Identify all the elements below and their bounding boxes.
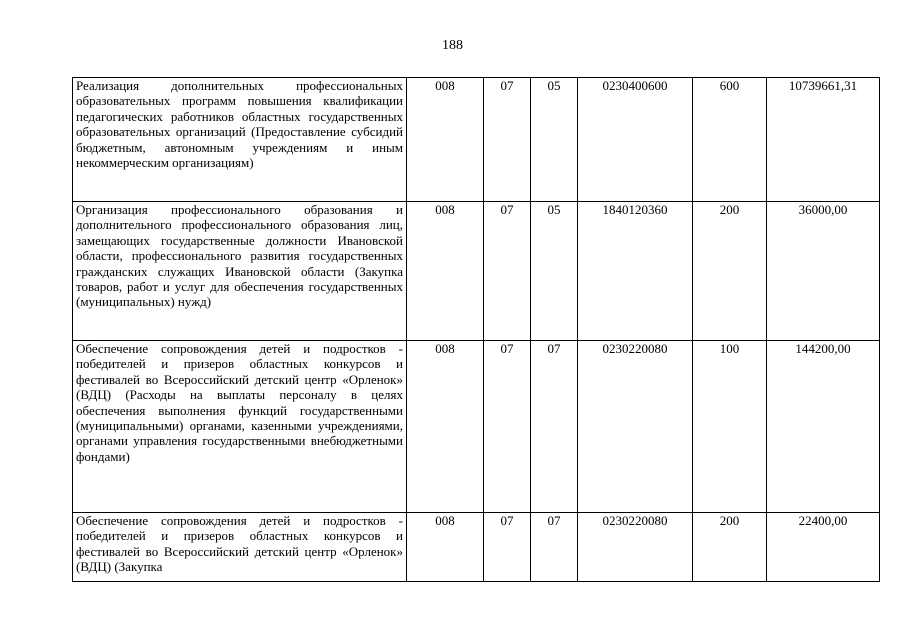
expense-type-cell: 100 — [693, 341, 767, 513]
target-item-cell: 0230400600 — [578, 78, 693, 202]
subsection-cell: 05 — [531, 78, 578, 202]
section-cell: 07 — [484, 513, 531, 582]
page-number: 188 — [442, 38, 463, 53]
table-row — [73, 202, 880, 341]
subsection-cell: 05 — [531, 202, 578, 341]
target-item-cell: 0230220080 — [578, 513, 693, 582]
section-cell: 07 — [484, 341, 531, 513]
target-item-cell: 0230220080 — [578, 341, 693, 513]
gov-code-cell: 008 — [407, 202, 484, 341]
expense-name-cell: Реализация дополнительных профессиональных образовательных программ повышения квалификации педагогических работников областных государственных образовательных организаций (Предоставление субсидий бюджетным, автономным учреждениям и иным некоммерческим организациям) — [73, 78, 407, 202]
amount-cell: 22400,00 — [767, 513, 880, 582]
expense-name-cell: Обеспечение сопровождения детей и подростков - победителей и призеров областных конкурсов и фестивалей во Всероссийский детский центр «Орленок» (ВДЦ) (Закупка — [73, 513, 407, 582]
section-cell: 07 — [484, 78, 531, 202]
section-cell: 07 — [484, 202, 531, 341]
budget-table — [72, 77, 880, 582]
amount-cell: 10739661,31 — [767, 78, 880, 202]
subsection-cell: 07 — [531, 341, 578, 513]
table-row — [73, 78, 880, 202]
amount-cell: 144200,00 — [767, 341, 880, 513]
expense-name-cell: Обеспечение сопровождения детей и подростков - победителей и призеров областных конкурсов и фестивалей во Всероссийский детский центр «Орленок» (ВДЦ) (Расходы на выплаты персоналу в целях обеспечения выполнения функций государственными (муниципальными) органами, казенными учреждениями, органами управления государственными внебюджетными фондами) — [73, 341, 407, 513]
expense-name-cell: Организация профессионального образования и дополнительного профессионального образования лиц, замещающих государственные должности Ивановской области, профессионального развития государственных гражданских служащих Ивановской области (Закупка товаров, работ и услуг для обеспечения государственных (муниципальных) нужд) — [73, 202, 407, 341]
subsection-cell: 07 — [531, 513, 578, 582]
target-item-cell: 1840120360 — [578, 202, 693, 341]
expense-type-cell: 600 — [693, 78, 767, 202]
amount-cell: 36000,00 — [767, 202, 880, 341]
table-row — [73, 513, 880, 582]
gov-code-cell: 008 — [407, 513, 484, 582]
gov-code-cell: 008 — [407, 78, 484, 202]
table-row — [73, 341, 880, 513]
gov-code-cell: 008 — [407, 341, 484, 513]
expense-type-cell: 200 — [693, 202, 767, 341]
expense-type-cell: 200 — [693, 513, 767, 582]
